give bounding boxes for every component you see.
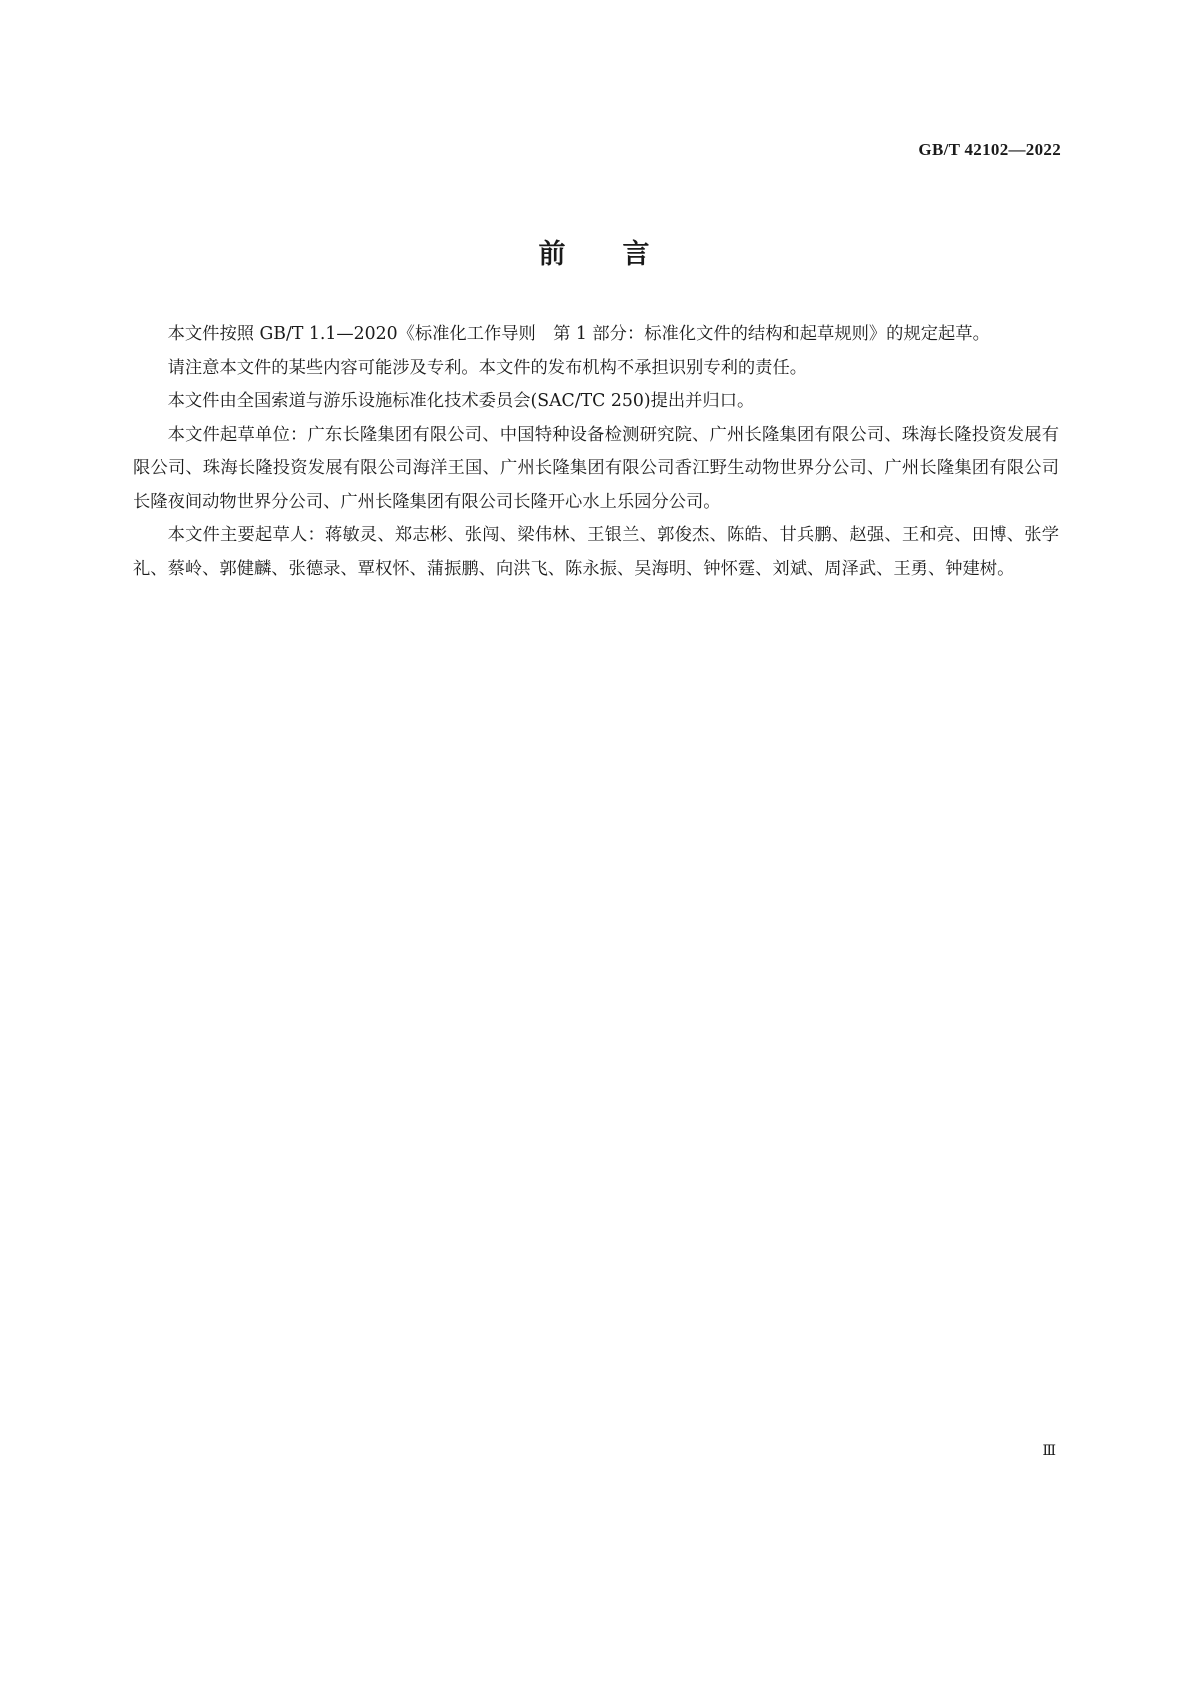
page-number: Ⅲ xyxy=(1042,1444,1056,1459)
paragraph-drafting-units: 本文件起草单位：广东长隆集团有限公司、中国特种设备检测研究院、广州长隆集团有限公司、珠海长隆投资发展有限公司、珠海长隆投资发展有限公司海洋王国、广州长隆集团有限公司香江野生动物世界分公司、广州长隆集团有限公司长隆夜间动物世界分公司、广州长隆集团有限公司长隆开心水上乐园分公司。 xyxy=(133,424,1059,512)
preface-body xyxy=(133,318,1059,586)
title-char-1: 前 xyxy=(538,239,569,270)
page-title xyxy=(0,232,1191,271)
standard-code: GB/T 42102—2022 xyxy=(918,140,1061,159)
paragraph-patent-notice: 请注意本文件的某些内容可能涉及专利。本文件的发布机构不承担识别专利的责任。 xyxy=(167,357,808,378)
paragraph-proposer: 本文件由全国索道与游乐设施标准化技术委员会(SAC/TC 250)提出并归口。 xyxy=(167,391,755,411)
title-char-2: 言 xyxy=(622,239,653,270)
paragraph-drafters: 本文件主要起草人：蒋敏灵、郑志彬、张闯、梁伟林、王银兰、郭俊杰、陈皓、甘兵鹏、赵强、王和亮、田博、张学礼、蔡岭、郭健麟、张德录、覃权怀、蒲振鹏、向洪飞、陈永振、吴海明、钟怀霆、刘斌、周泽武、王勇、钟建树。 xyxy=(133,525,1059,579)
paragraph-drafting-basis: 本文件按照 GB/T 1.1—2020《标准化工作导则 第 1 部分：标准化文件的结构和起草规则》的规定起草。 xyxy=(167,324,990,344)
